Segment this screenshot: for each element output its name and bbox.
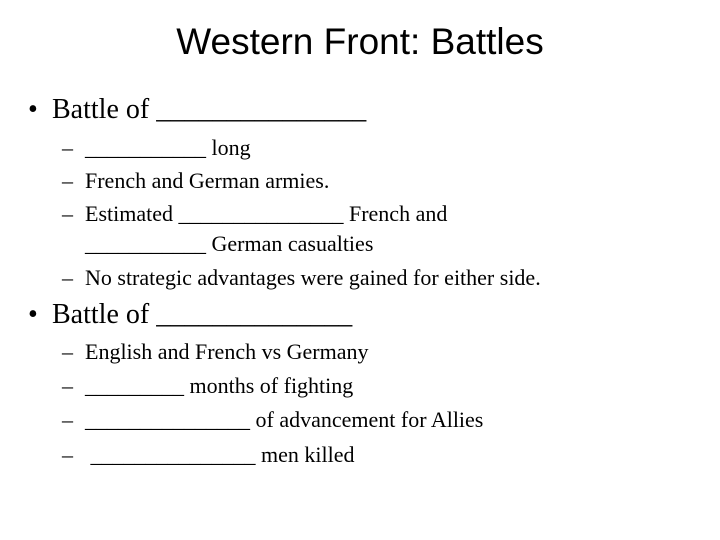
dash-marker: – [62, 407, 73, 432]
point-text: _______________ of advancement for Allies [85, 407, 484, 432]
dash-marker: – [62, 168, 73, 193]
point-text: ___________ long [85, 135, 251, 160]
point-text: _______________ men killed [85, 442, 355, 467]
point-text: English and French vs Germany [85, 339, 369, 364]
point-text: No strategic advantages were gained for either side. [85, 265, 541, 290]
dash-marker: – [62, 339, 73, 364]
bullet-marker: • [28, 299, 38, 330]
point-text: Estimated _______________ French and [85, 201, 448, 226]
dash-marker: – [62, 373, 73, 398]
section-1-heading: Battle of _______________ [52, 94, 367, 125]
point-text: French and German armies. [85, 168, 330, 193]
point-text: _________ months of fighting [85, 373, 354, 398]
dash-marker: – [62, 442, 73, 467]
dash-marker: – [62, 135, 73, 160]
section-2-heading: Battle of ______________ [52, 299, 353, 330]
point-text: ___________ German casualties [85, 231, 374, 256]
slide-title: Western Front: Battles [176, 21, 544, 62]
dash-marker: – [62, 265, 73, 290]
dash-marker: – [62, 201, 73, 226]
bullet-marker: • [28, 94, 38, 125]
